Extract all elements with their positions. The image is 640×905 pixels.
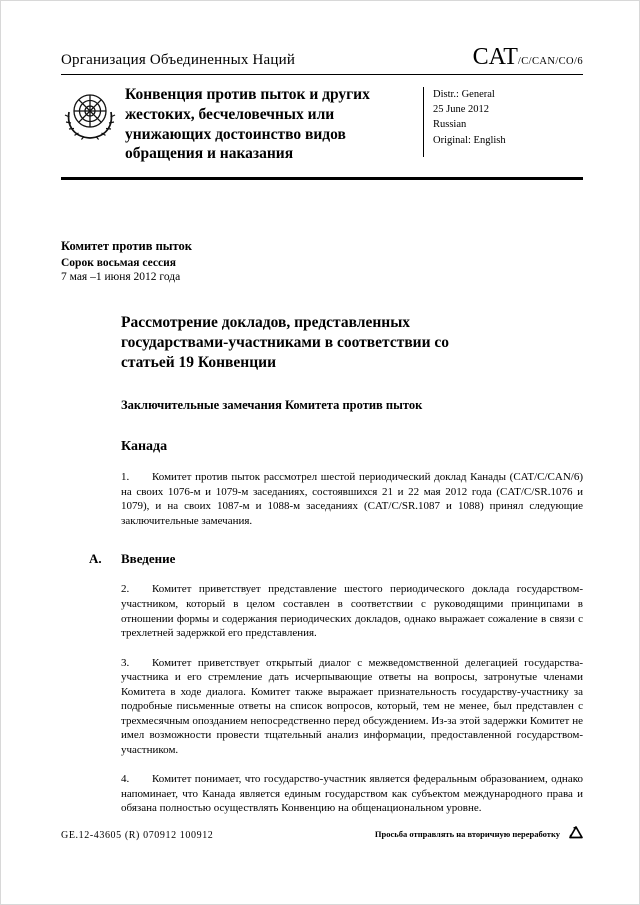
session-title: Сорок восьмая сессия [61, 257, 176, 269]
paragraph-3 [121, 656, 583, 758]
paragraph-1-text: Комитет против пыток рассмотрел шестой периодический доклад Канады (CAT/C/CAN/6) на своих 1076-м и 1079-м заседаниях, состоявшихся 21 и 22 мая 2012 года (CAT/C/SR.1076 и 1079), и на своих 1087-м и 1088-м заседаниях (CAT/C/SR.1087 и 1088) принял следующие заключительные замечания. [121, 471, 583, 527]
distr-line: Distr.: General [433, 89, 495, 100]
document-reference: GE.12-43605 (R) 070912 100912 [61, 830, 214, 841]
document-body [61, 239, 585, 816]
paragraph-1 [121, 470, 583, 528]
convention-title: Конвенция против пыток и других жестоких, бесчеловечных или унижающих достоинство видов обращения и наказания [125, 86, 370, 163]
paragraph-4-text: Комитет понимает, что государство-участник является федеральным образованием, однако напоминает, что Канада является единым государством как субъектом международного права и обязана полностью осуществлять Конвенцию на общенациональном уровне. [121, 773, 583, 815]
paragraph-3-text: Комитет приветствует открытый диалог с межведомственной делегацией государства-участника и его стремление дать исчерпывающие ответы на вопросы, затронутые членами Комитета в ходе диалога. Комитет также выражает признательность государству-участнику за подробные письменные ответы на список вопросов, который, тем не менее, был представлен с трехмесячным опозданием непосредственно перед обсуждением. Из-за этой задержки Комитет не имел возможности провести тщательный анализ информации, предоставленной государством-участником. [121, 656, 583, 756]
session-dates: 7 мая –1 июня 2012 года [61, 271, 181, 283]
masthead [61, 85, 587, 164]
document-symbol-main: CAT [472, 44, 518, 70]
main-heading: Рассмотрение докладов, представленных государствами-участниками в соответствии со статьей 19 Конвенции [121, 314, 450, 372]
section-a-label: A. [89, 551, 102, 567]
section-a-title: Введение [121, 551, 176, 567]
date-line: 25 June 2012 [433, 104, 489, 116]
document-symbol [473, 45, 583, 69]
paragraph-2-text: Комитет приветствует представление шестого периодического доклада государством-участником, который в целом составлен в соответствии с руководящими принципами в отношении формы и содержания периодических докладов, однако выражает сожаление в связи с трехлетней задержкой его представления. [121, 583, 583, 640]
language-line: Russian [433, 119, 467, 131]
original-language-line: Original: English [433, 134, 506, 146]
recycle-note-text: Просьба отправлять на вторичную переработку [374, 829, 560, 839]
masthead-rule [61, 177, 583, 180]
committee-name: Комитет против пыток [61, 239, 192, 253]
page-header [61, 45, 583, 75]
paragraph-2 [121, 582, 583, 640]
section-a-heading [61, 551, 585, 567]
recycle-icon [565, 824, 587, 844]
organization-name: Организация Объединенных Наций [61, 52, 296, 68]
sub-heading: Заключительные замечания Комитета против пыток [121, 398, 423, 413]
country-heading: Канада [121, 439, 168, 455]
paragraph-4 [121, 772, 583, 816]
document-symbol-suffix: /C/CAN/CO/6 [517, 56, 583, 67]
paragraph-1-number: 1. [121, 471, 130, 484]
paragraph-3-number: 3. [121, 656, 130, 669]
distribution-info [423, 87, 506, 157]
paragraph-4-number: 4. [121, 773, 130, 786]
un-emblem [61, 85, 125, 150]
recycle-note [375, 824, 587, 844]
paragraph-2-number: 2. [121, 583, 130, 596]
un-emblem-icon [61, 87, 119, 145]
